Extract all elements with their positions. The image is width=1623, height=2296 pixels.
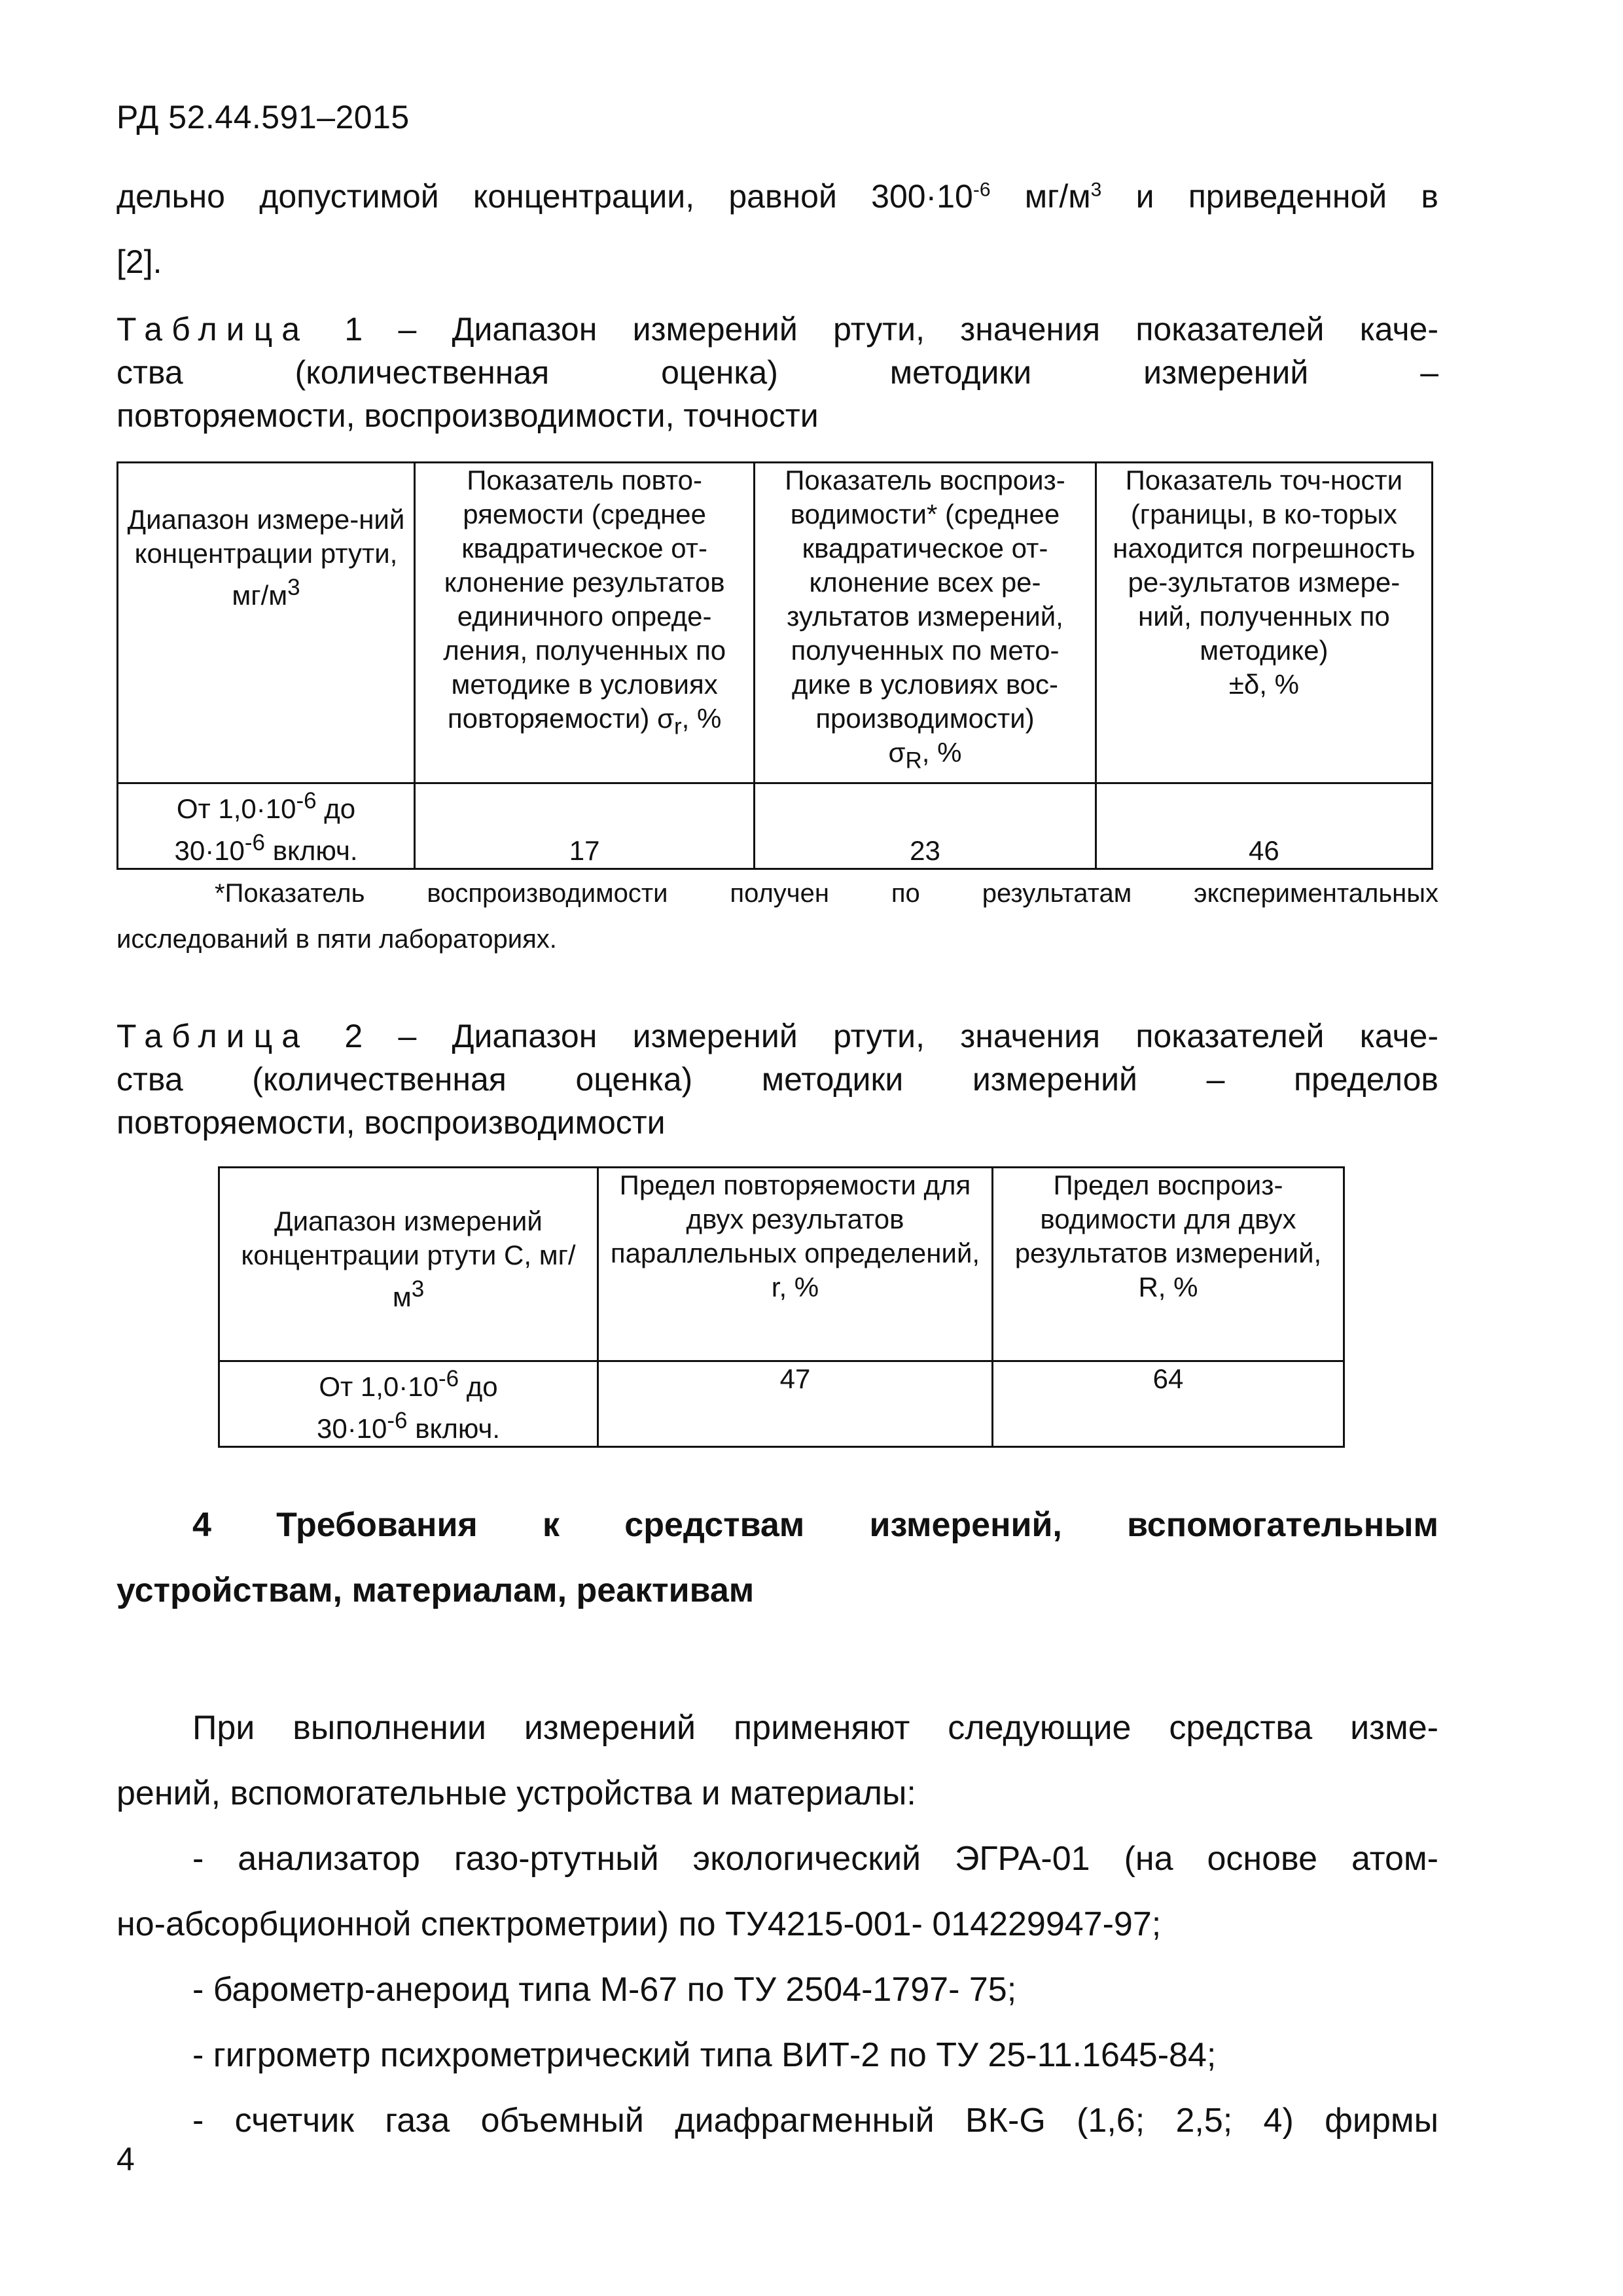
list-item: - анализатор газо-ртутный экологический ЭГРА-01 (на основе атом- [192, 1840, 1438, 1878]
section-heading [116, 1492, 1438, 1623]
intro-exponent: -6 [972, 179, 991, 201]
table1-value-accuracy: 46 [1096, 783, 1432, 869]
table1-header-accuracy: Показатель точ-ности (границы, в ко-торых находится погрешность ре-зультатов измере-ний, полученных по методике) ±δ, % [1096, 463, 1432, 783]
table1-range-cell: От $1,0\cdot 10^{-6}$ до $30\cdot 10^{-6}$ включ. [118, 783, 415, 869]
table1-caption-title: 1 – Диапазон измерений ртути, значения показателей каче- [309, 311, 1438, 348]
page-number: 4 [116, 2141, 135, 2178]
table1-value-reproducibility: 23 [755, 783, 1096, 869]
table2-caption-word: Таблица [116, 1018, 310, 1054]
table2-value-reproducibility-limit: 64 [992, 1361, 1344, 1447]
table2-header-row [219, 1168, 1344, 1361]
table1-header-row [118, 463, 1433, 783]
table1-header-repeatability: Показатель повто-ряемости (среднее квадратическое от-клонение результатов единичного опреде-ления, полученных по методике в условиях повторяемости) $\sigma_r$, % [415, 463, 755, 783]
table2-caption-title: 2 – Диапазон измерений ртути, значения показателей каче- [309, 1018, 1438, 1054]
body-p1-line2: рений, вспомогательные устройства и материалы: [116, 1774, 916, 1812]
intro-line-1 [116, 164, 1438, 229]
table2-caption-line2: ства (количественная оценка) методики измерений – пределов [116, 1061, 1438, 1098]
intro-text-a: дельно допустимой концентрации, равной 300·10 [116, 178, 973, 215]
table2-header-reproducibility-limit: Предел воспроиз-водимости для двух результатов измерений, R, % [992, 1168, 1344, 1361]
table2 [218, 1166, 1345, 1448]
section-body [116, 1695, 1438, 2153]
table2-caption [116, 1014, 1438, 1144]
table1-caption-word: Таблица [116, 311, 310, 348]
intro-line-2: [2]. [116, 243, 162, 280]
table1-footnote-line1: *Показатель воспроизводимости получен по результатам экспериментальных [215, 879, 1438, 908]
table1-caption-line3: повторяемости, воспроизводимости, точности [116, 397, 819, 434]
list-item: - счетчик газа объемный диафрагменный ВК-G (1,6; 2,5; 4) фирмы [192, 2102, 1438, 2140]
table1-header-range: Диапазон измере-ний концентрации ртути, $мг/м^3$ [118, 463, 415, 783]
table1-value-repeatability: 17 [415, 783, 755, 869]
section-heading-line1: 4 Требования к средствам измерений, вспомогательным [192, 1506, 1438, 1544]
list-item: - барометр-анероид типа М-67 по ТУ 2504-1797- 75; [192, 1971, 1017, 2009]
section-heading-line2: устройствам, материалам, реактивам [116, 1571, 755, 1609]
table1-caption-line2: ства (количественная оценка) методики измерений – [116, 354, 1438, 391]
table2-header-repeatability-limit: Предел повторяемости для двух результатов параллельных определений, r, % [597, 1168, 992, 1361]
table1-header-reproducibility: Показатель воспроиз-водимости* (среднее квадратическое от-клонение всех ре-зультатов измерений, полученных по мето-дике в условиях вос-производимости) $\sigma_R$, % [755, 463, 1096, 783]
table2-caption-line3: повторяемости, воспроизводимости [116, 1104, 666, 1141]
list-item: - гигрометр психрометрический типа ВИТ-2 по ТУ 25-11.1645-84; [192, 2036, 1217, 2074]
intro-paragraph [116, 164, 1438, 295]
table1-footnote [116, 870, 1438, 962]
table-row [118, 783, 1433, 869]
document-code: РД 52.44.591–2015 [116, 99, 410, 135]
intro-cubic-sup: 3 [1090, 179, 1102, 201]
intro-text-c: и приведенной в [1101, 178, 1438, 215]
table2-value-repeatability-limit: 47 [597, 1361, 992, 1447]
table2-header-range: Диапазон измерений концентрации ртути С, $мг/м^3$ [219, 1168, 598, 1361]
table1 [116, 461, 1433, 870]
table1-caption [116, 308, 1438, 437]
intro-text-b: мг/м [990, 178, 1091, 215]
table1-footnote-line2: исследований в пяти лабораториях. [116, 925, 557, 954]
list-item-continuation: но-абсорбционной спектрометрии) по ТУ4215-001- 014229947-97; [116, 1905, 1162, 1943]
table2-range-cell: От $1,0\cdot 10^{-6}$ до $30\cdot 10^{-6}$ включ. [219, 1361, 598, 1447]
table-row [219, 1361, 1344, 1447]
body-p1-line1: При выполнении измерений применяют следующие средства изме- [192, 1709, 1438, 1747]
